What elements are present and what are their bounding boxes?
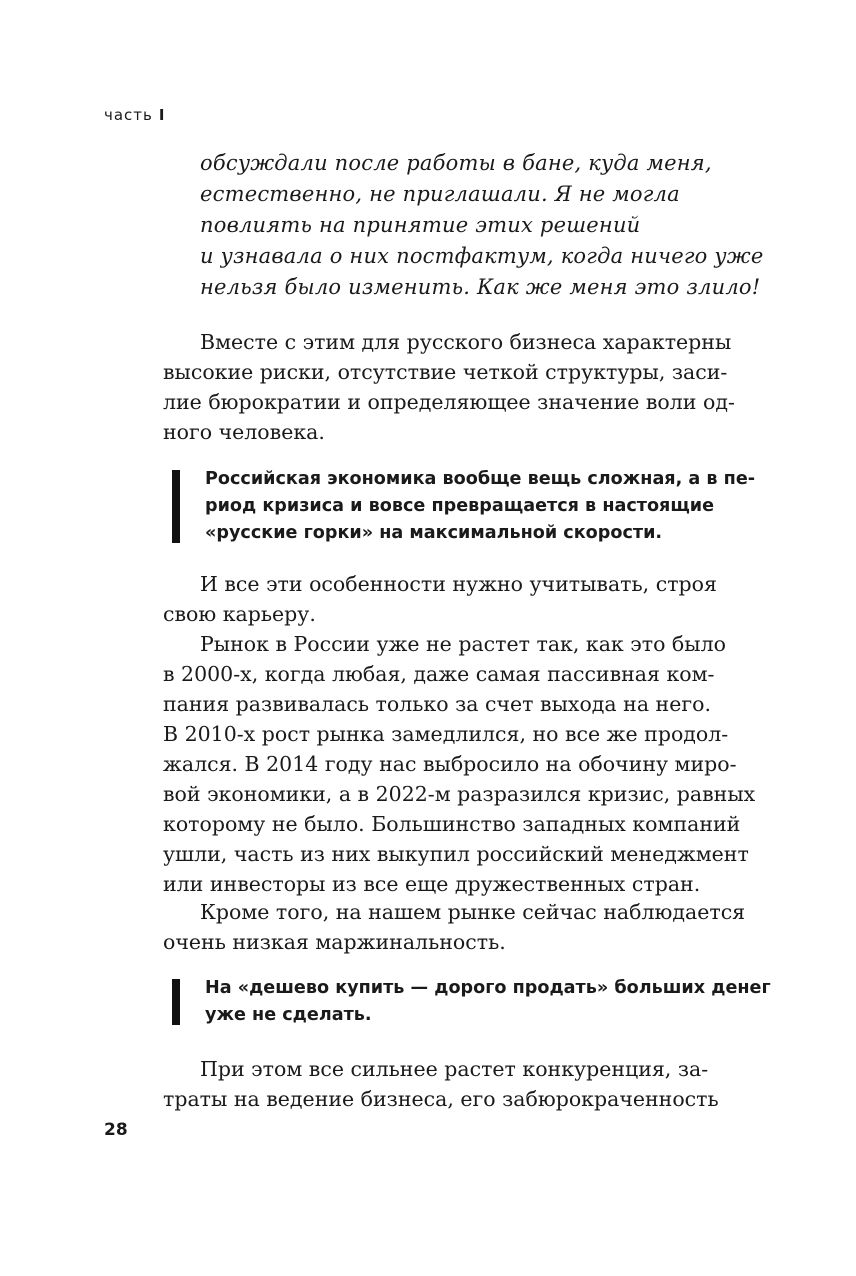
paragraph-5 — [163, 1054, 743, 1114]
callout-line: риод кризиса и вовсе превращается в настоящие — [205, 496, 715, 516]
text-line: жался. В 2014 году нас выбросило на обочину миро- — [163, 752, 737, 776]
paragraph-4 — [163, 897, 746, 957]
text-line: или инвесторы из все еще дружественных стран. — [163, 872, 701, 896]
callout-line: На «дешево купить — дорого продать» больших денег — [205, 978, 771, 998]
quote-line: обсуждали после работы в бане, куда меня, — [200, 151, 712, 175]
text-line: вой экономики, а в 2022-м разразился кризис, равных — [163, 782, 756, 806]
text-line: очень низкая маржинальность. — [163, 930, 506, 954]
callout-1 — [172, 466, 756, 547]
part-marker: I — [158, 106, 166, 124]
page-number: 28 — [104, 1120, 128, 1140]
text-line: высокие риски, отсутствие четкой структуры, заси- — [163, 360, 728, 384]
text-line: Рынок в России уже не растет так, как это было — [200, 632, 726, 656]
callout-line: уже не сделать. — [205, 1005, 372, 1025]
text-line: При этом все сильнее растет конкуренция, за- — [200, 1057, 709, 1081]
text-line: И все эти особенности нужно учитывать, строя — [200, 572, 717, 596]
callout-line: Российская экономика вообще вещь сложная, а в пе- — [205, 469, 756, 489]
paragraph-2 — [163, 569, 743, 629]
text-line: ушли, часть из них выкупил российский менеджмент — [163, 842, 749, 866]
text-line: ного человека. — [163, 420, 325, 444]
quote-line: естественно, не приглашали. Я не могла — [200, 182, 680, 206]
callout-rule — [172, 470, 180, 543]
text-line: Вместе с этим для русского бизнеса характерны — [200, 330, 732, 354]
callout-line: «русские горки» на максимальной скорости. — [205, 523, 663, 543]
italic-quote — [200, 148, 764, 303]
text-line: лие бюрократии и определяющее значение воли од- — [163, 390, 735, 414]
callout-text — [205, 975, 771, 1029]
callout-rule — [172, 979, 180, 1025]
text-line: пания развивалась только за счет выхода на него. — [163, 692, 711, 716]
running-header — [104, 106, 165, 124]
quote-line: повлиять на принятие этих решений — [200, 213, 641, 237]
callout-text — [205, 466, 756, 547]
text-line: свою карьеру. — [163, 602, 316, 626]
text-line: в 2000-х, когда любая, даже самая пассивная ком- — [163, 662, 715, 686]
paragraph-3 — [163, 629, 756, 899]
quote-line: и узнавала о них постфактум, когда ничего уже — [200, 244, 764, 268]
quote-line: нельзя было изменить. Как же меня это злило! — [200, 275, 761, 299]
text-line: Кроме того, на нашем рынке сейчас наблюдается — [200, 900, 746, 924]
running-title: часть — [104, 106, 153, 124]
text-line: траты на ведение бизнеса, его забюрокраченность — [163, 1087, 719, 1111]
paragraph-1 — [163, 327, 743, 447]
text-line: которому не было. Большинство западных компаний — [163, 812, 741, 836]
text-line: В 2010-х рост рынка замедлился, но все же продол- — [163, 722, 729, 746]
callout-2 — [172, 975, 771, 1029]
